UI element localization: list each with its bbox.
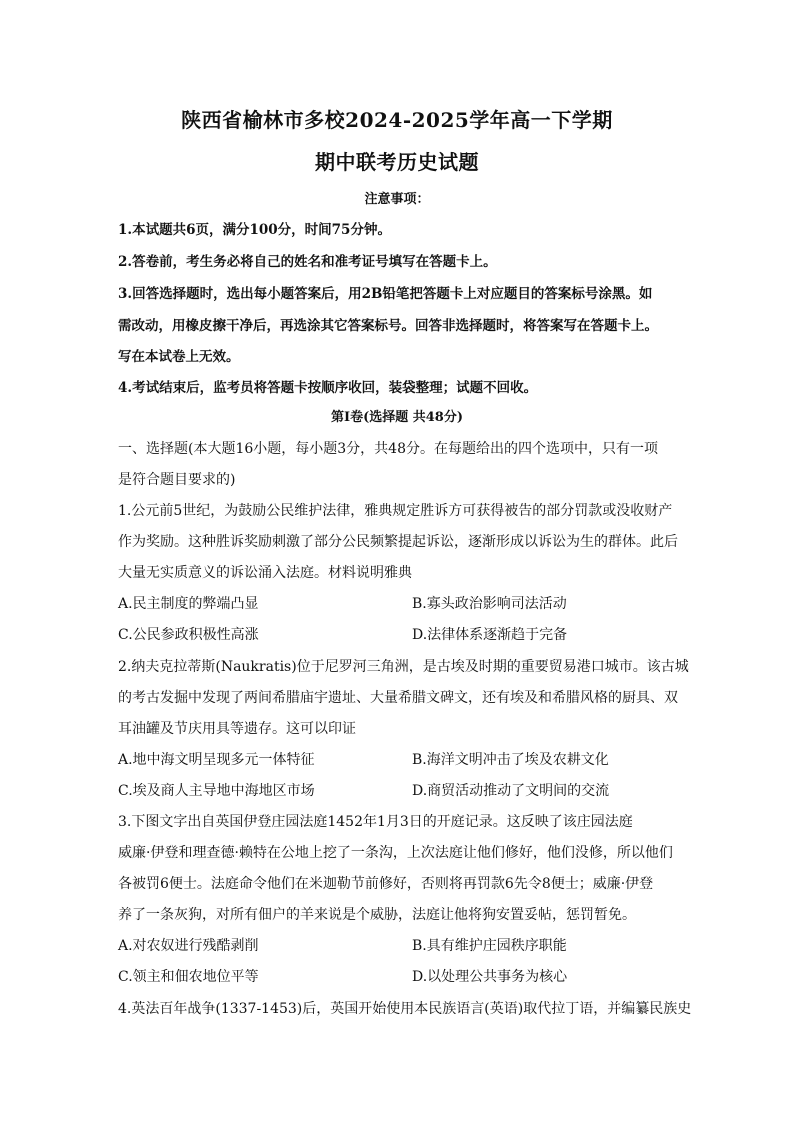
q3-option-a: A.对农奴进行残酷剥削 <box>118 938 259 954</box>
instructions-line-1: 一、选择题(本大题16小题，每小题3分，共48分。在每题给出的四个选项中，只有一项 <box>118 441 658 457</box>
q3-option-b: B.具有维护庄园秩序职能 <box>412 938 567 954</box>
q3-line-3: 各被罚6便士。法庭命令他们在米迦勒节前修好，否则将再罚款6先令8便士；威廉·伊登 <box>118 876 654 892</box>
q1-option-c: C.公民参政积极性高涨 <box>118 627 259 643</box>
q4-line-1: 4.英法百年战争(1337-1453)后，英国开始使用本民族语言(英语)取代拉丁语，并编纂民族史 <box>118 1001 692 1017</box>
q1-option-d: D.法律体系逐渐趋于完备 <box>412 627 568 643</box>
q3-line-4: 养了一条灰狗，对所有佃户的羊来说是个威胁，法庭让他将狗安置妥帖，惩罚暂免。 <box>118 907 636 923</box>
title-line-1: 陕西省榆林市多校2024-2025学年高一下学期 <box>181 108 613 132</box>
notice-3-line-3: 写在本试卷上无效。 <box>118 349 240 365</box>
title-line-2: 期中联考历史试题 <box>315 150 479 174</box>
q2-line-1: 2.纳夫克拉蒂斯(Naukratis)位于尼罗河三角洲，是古埃及时期的重要贸易港口城市。该古城 <box>118 659 689 675</box>
section-heading: 第Ⅰ卷(选择题 共48分) <box>331 410 463 425</box>
notice-1: 1.本试题共6页，满分100分，时间75分钟。 <box>118 222 391 238</box>
q3-line-2: 威廉·伊登和理查德·赖特在公地上挖了一条沟，上次法庭让他们修好，他们没修，所以他们 <box>118 845 673 861</box>
q1-line-3: 大量无实质意义的诉讼涌入法庭。材料说明雅典 <box>118 565 412 581</box>
q2-option-a: A.地中海文明呈现多元一体特征 <box>118 752 315 768</box>
q1-line-2: 作为奖励。这种胜诉奖励刺激了部分公民频繁提起诉讼，逐渐形成以诉讼为生的群体。此后 <box>118 534 678 550</box>
q3-line-1: 3.下图文字出自英国伊登庄园法庭1452年1月3日的开庭记录。这反映了该庄园法庭 <box>118 814 633 830</box>
q2-option-d: D.商贸活动推动了文明间的交流 <box>412 783 610 799</box>
notice-3-line-1: 3.回答选择题时，选出每小题答案后，用2B铅笔把答题卡上对应题目的答案标号涂黑。如 <box>118 286 653 302</box>
q3-option-d: D.以处理公共事务为核心 <box>412 969 568 985</box>
q2-option-c: C.埃及商人主导地中海地区市场 <box>118 783 315 799</box>
q2-line-3: 耳油罐及节庆用具等遗存。这可以印证 <box>118 721 356 737</box>
q1-option-a: A.民主制度的弊端凸显 <box>118 596 259 612</box>
q3-option-c: C.领主和佃农地位平等 <box>118 969 259 985</box>
q1-option-b: B.寡头政治影响司法活动 <box>412 596 567 612</box>
notice-4: 4.考试结束后，监考员将答题卡按顺序收回，装袋整理；试题不回收。 <box>118 380 538 396</box>
notice-3-line-2: 需改动，用橡皮擦干净后，再选涂其它答案标号。回答非选择题时，将答案写在答题卡上。 <box>118 318 658 334</box>
notice-heading: 注意事项： <box>364 192 430 207</box>
q2-option-b: B.海洋文明冲击了埃及农耕文化 <box>412 752 609 768</box>
q2-line-2: 的考古发掘中发现了两间希腊庙宇遗址、大量希腊文碑文，还有埃及和希腊风格的厨具、双 <box>118 690 678 706</box>
q1-line-1: 1.公元前5世纪，为鼓励公民维护法律，雅典规定胜诉方可获得被告的部分罚款或没收财产 <box>118 503 673 519</box>
notice-2: 2.答卷前，考生务必将自己的姓名和准考证号填写在答题卡上。 <box>118 254 497 270</box>
instructions-line-2: 是符合题目要求的) <box>118 472 236 488</box>
